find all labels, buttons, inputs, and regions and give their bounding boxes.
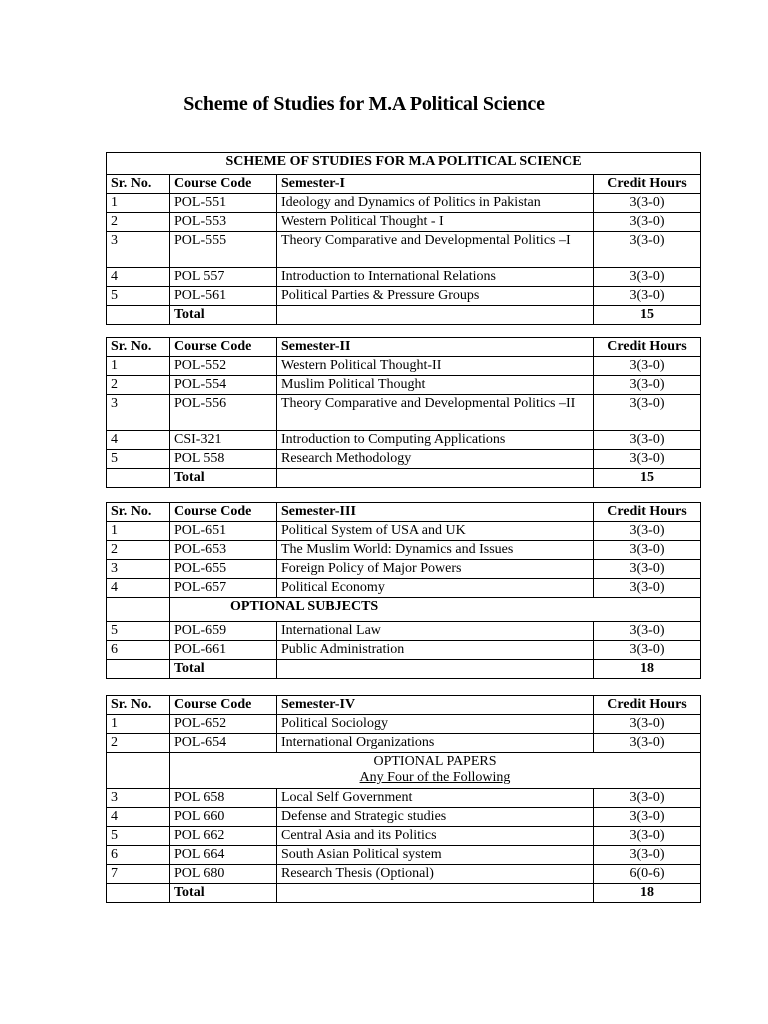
table-row [107,541,701,560]
table-row [107,268,701,287]
course-title: Introduction to Computing Applications [277,431,594,450]
course-code: POL 680 [170,865,277,884]
table-row [107,431,701,450]
table-row [107,194,701,213]
sr-no: 5 [107,287,170,306]
sr-no: 2 [107,376,170,395]
credit-hours: 3(3-0) [594,789,701,808]
sr-no: 6 [107,846,170,865]
credit-hours: 3(3-0) [594,522,701,541]
course-code: POL 662 [170,827,277,846]
total-value: 15 [594,306,701,325]
course-title: Muslim Political Thought [277,376,594,395]
header-course-code: Course Code [170,338,277,357]
optional-subjects-label: OPTIONAL SUBJECTS [170,598,701,622]
table-row [107,395,701,431]
table-row [107,450,701,469]
course-title: Introduction to International Relations [277,268,594,287]
credit-hours: 3(3-0) [594,641,701,660]
optional-papers-block [170,753,701,789]
course-title: Research Thesis (Optional) [277,865,594,884]
semester-2-table [106,337,701,488]
sr-no: 2 [107,541,170,560]
table-row [107,715,701,734]
course-code: POL-651 [170,522,277,541]
course-title: The Muslim World: Dynamics and Issues [277,541,594,560]
course-code: POL-553 [170,213,277,232]
table-row [107,376,701,395]
sr-no: 4 [107,808,170,827]
credit-hours: 3(3-0) [594,560,701,579]
table-row [107,213,701,232]
header-semester: Semester-III [277,503,594,522]
table-row [107,232,701,268]
course-code: POL 658 [170,789,277,808]
header-sr-no: Sr. No. [107,175,170,194]
credit-hours: 3(3-0) [594,431,701,450]
course-code: POL-561 [170,287,277,306]
table-row [107,734,701,753]
table-caption: SCHEME OF STUDIES FOR M.A POLITICAL SCIENCE [107,153,701,175]
course-code: POL-552 [170,357,277,376]
header-sr-no: Sr. No. [107,696,170,715]
course-title: Local Self Government [277,789,594,808]
header-credit-hours: Credit Hours [594,175,701,194]
sr-no: 3 [107,395,170,431]
course-code: POL 660 [170,808,277,827]
total-row [107,660,701,679]
total-value: 18 [594,884,701,903]
course-title: Defense and Strategic studies [277,808,594,827]
table-row [107,789,701,808]
course-code: POL-556 [170,395,277,431]
semester-4-table [106,695,701,903]
optional-papers-label: OPTIONAL PAPERS [373,754,497,769]
course-code: POL-659 [170,622,277,641]
sr-no: 6 [107,641,170,660]
sr-no: 3 [107,560,170,579]
course-code: POL-661 [170,641,277,660]
semester-3-table [106,502,701,679]
header-course-code: Course Code [170,175,277,194]
course-title: Ideology and Dynamics of Politics in Pakistan [277,194,594,213]
course-title: Political Sociology [277,715,594,734]
credit-hours: 3(3-0) [594,357,701,376]
table-row [107,560,701,579]
header-credit-hours: Credit Hours [594,338,701,357]
header-credit-hours: Credit Hours [594,503,701,522]
total-row [107,469,701,488]
sr-no: 4 [107,268,170,287]
course-title: South Asian Political system [277,846,594,865]
sr-no: 5 [107,450,170,469]
total-label: Total [170,660,277,679]
table-row [107,827,701,846]
course-title: Political Economy [277,579,594,598]
credit-hours: 3(3-0) [594,808,701,827]
sr-no: 5 [107,827,170,846]
table-row [107,622,701,641]
course-title: International Law [277,622,594,641]
total-value: 18 [594,660,701,679]
sr-no: 5 [107,622,170,641]
course-title: International Organizations [277,734,594,753]
table-row [107,641,701,660]
table-row [107,808,701,827]
course-title: Theory Comparative and Developmental Politics –I [277,232,594,268]
course-title: Political System of USA and UK [277,522,594,541]
course-code: POL-654 [170,734,277,753]
header-semester: Semester-II [277,338,594,357]
table-row [107,357,701,376]
header-credit-hours: Credit Hours [594,696,701,715]
optional-header-row [107,598,701,622]
sr-no: 1 [107,357,170,376]
total-label: Total [170,884,277,903]
course-title: Research Methodology [277,450,594,469]
credit-hours: 3(3-0) [594,194,701,213]
sr-no: 3 [107,789,170,808]
credit-hours: 3(3-0) [594,213,701,232]
credit-hours: 3(3-0) [594,734,701,753]
credit-hours: 6(0-6) [594,865,701,884]
sr-no: 3 [107,232,170,268]
course-code: POL-652 [170,715,277,734]
header-semester: Semester-I [277,175,594,194]
header-semester: Semester-IV [277,696,594,715]
sr-no: 4 [107,579,170,598]
course-title: Political Parties & Pressure Groups [277,287,594,306]
course-code: POL-653 [170,541,277,560]
total-row [107,306,701,325]
course-title: Western Political Thought-II [277,357,594,376]
header-course-code: Course Code [170,503,277,522]
course-title: Public Administration [277,641,594,660]
credit-hours: 3(3-0) [594,622,701,641]
total-label: Total [170,306,277,325]
course-code: POL 558 [170,450,277,469]
course-title: Theory Comparative and Developmental Politics –II [277,395,594,431]
course-code: POL-554 [170,376,277,395]
header-sr-no: Sr. No. [107,503,170,522]
credit-hours: 3(3-0) [594,715,701,734]
course-title: Central Asia and its Politics [277,827,594,846]
credit-hours: 3(3-0) [594,287,701,306]
sr-no: 7 [107,865,170,884]
table-row [107,522,701,541]
credit-hours: 3(3-0) [594,376,701,395]
sr-no: 2 [107,734,170,753]
total-row [107,884,701,903]
credit-hours: 3(3-0) [594,846,701,865]
total-value: 15 [594,469,701,488]
optional-header-row [107,753,701,789]
sr-no: 1 [107,715,170,734]
optional-papers-note: Any Four of the Following [359,770,511,785]
credit-hours: 3(3-0) [594,579,701,598]
semester-1-table [106,152,701,325]
course-title: Foreign Policy of Major Powers [277,560,594,579]
course-code: POL-555 [170,232,277,268]
sr-no: 2 [107,213,170,232]
header-course-code: Course Code [170,696,277,715]
course-code: POL 557 [170,268,277,287]
sr-no: 1 [107,522,170,541]
course-code: POL-551 [170,194,277,213]
sr-no: 4 [107,431,170,450]
credit-hours: 3(3-0) [594,450,701,469]
course-code: CSI-321 [170,431,277,450]
course-code: POL-657 [170,579,277,598]
credit-hours: 3(3-0) [594,232,701,268]
course-code: POL-655 [170,560,277,579]
table-row [107,846,701,865]
credit-hours: 3(3-0) [594,268,701,287]
course-title: Western Political Thought - I [277,213,594,232]
table-row [107,287,701,306]
table-row [107,865,701,884]
course-code: POL 664 [170,846,277,865]
credit-hours: 3(3-0) [594,541,701,560]
table-row [107,579,701,598]
credit-hours: 3(3-0) [594,395,701,431]
total-label: Total [170,469,277,488]
header-sr-no: Sr. No. [107,338,170,357]
page-title: Scheme of Studies for M.A Political Science [183,93,545,115]
sr-no: 1 [107,194,170,213]
credit-hours: 3(3-0) [594,827,701,846]
